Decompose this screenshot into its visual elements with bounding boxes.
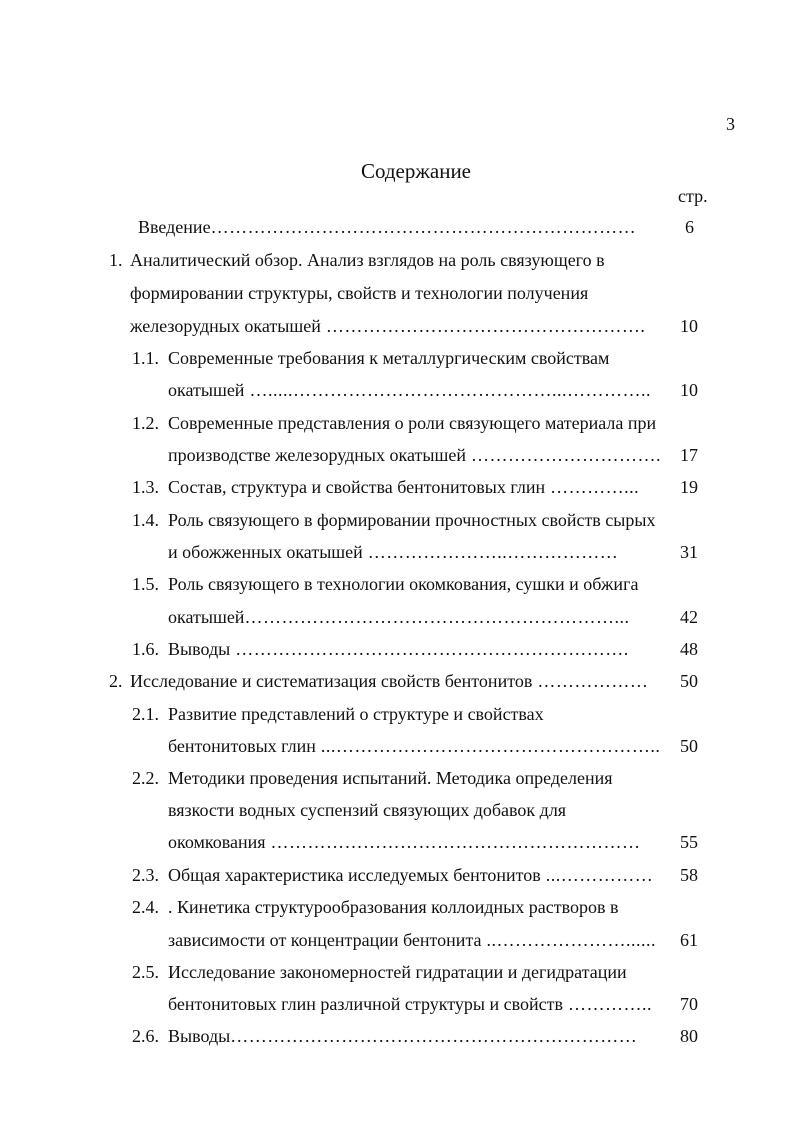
toc-line: окомкования ……………………………………………………	[168, 832, 641, 852]
toc-page: 10	[680, 316, 698, 336]
toc-page: 80	[680, 1026, 698, 1046]
toc-line: Современные требования к металлургическим свойствам	[168, 348, 610, 368]
toc-page: 42	[680, 607, 698, 627]
toc-number: 2.3.	[132, 865, 159, 885]
toc-line: Роль связующего в технологии окомкования, сушки и обжига	[168, 574, 639, 594]
toc-line: Выводы ……………………………………………………….	[168, 639, 629, 659]
toc-page: 50	[680, 736, 698, 756]
toc-number: 2.1.	[132, 704, 159, 724]
toc-number: 2.2.	[132, 768, 159, 788]
page-number: 3	[726, 114, 735, 134]
toc-line: Аналитический обзор. Анализ взглядов на роль связующего в	[130, 250, 605, 270]
toc-line: бентонитовых глин ...……………………………………………..	[168, 736, 661, 756]
toc-page: 6	[685, 217, 694, 237]
toc-line: и обожженных окатышей …………………..………………	[168, 542, 619, 562]
toc-line: Состав, структура и свойства бентонитовых глин …………...	[168, 477, 640, 497]
toc-number: 2.	[109, 671, 123, 691]
toc-page: 19	[680, 477, 698, 497]
page-column-label: стр.	[678, 186, 708, 206]
toc-line: бентонитовых глин различной структуры и свойств …………..	[168, 994, 652, 1014]
toc-line: Выводы…………………………………………………………	[168, 1026, 638, 1046]
toc-line: Общая характеристика исследуемых бентонитов ...……………	[168, 865, 654, 885]
toc-number: 1.4.	[132, 510, 159, 530]
toc-page: 55	[680, 832, 698, 852]
toc-number: 2.6.	[132, 1026, 159, 1046]
toc-line: окатышей……………………………………………………...	[168, 607, 630, 627]
toc-number: 2.4.	[132, 897, 159, 917]
toc-number: 1.3.	[132, 477, 159, 497]
toc-number: 1.	[109, 250, 123, 270]
toc-page: 48	[680, 639, 698, 659]
toc-number: 1.5.	[132, 574, 159, 594]
toc-page: 70	[680, 994, 698, 1014]
toc-line: железорудных окатышей …………………………………………….	[130, 316, 646, 336]
toc-line: Современные представления о роли связующего материала при	[168, 413, 657, 433]
toc-line: окатышей ….....……………………………………...…………..	[168, 380, 651, 400]
toc-line: зависимости от концентрации бентонита ..…………………......	[168, 930, 657, 950]
toc-line: Роль связующего в формировании прочностных свойств сырых	[168, 510, 656, 530]
toc-number: 1.1.	[132, 348, 159, 368]
page-title: Содержание	[360, 159, 472, 183]
toc-page: 17	[680, 445, 698, 465]
toc-line: Развитие представлений о структуре и свойствах	[168, 704, 544, 724]
toc-page: 50	[680, 671, 698, 691]
toc-page: 61	[680, 930, 698, 950]
toc-line: . Кинетика структурообразования коллоидных растворов в	[168, 897, 619, 917]
toc-number: 1.6.	[132, 639, 159, 659]
toc-number: 2.5.	[132, 962, 159, 982]
toc-line: вязкости водных суспензий связующих добавок для	[168, 800, 567, 820]
toc-line: Исследование закономерностей гидратации и дегидратации	[168, 962, 627, 982]
toc-line: производстве железорудных окатышей ………………………….	[168, 445, 661, 465]
toc-line: Введение……………………………………………………………	[138, 217, 637, 237]
toc-page: 58	[680, 865, 698, 885]
toc-page: 10	[680, 380, 698, 400]
toc-line: формировании структуры, свойств и технологии получения	[130, 283, 589, 303]
toc-line: Методики проведения испытаний. Методика определения	[168, 768, 613, 788]
toc-line: Исследование и систематизация свойств бентонитов ………………	[130, 671, 649, 691]
toc-page: 31	[680, 542, 698, 562]
toc-number: 1.2.	[132, 413, 159, 433]
